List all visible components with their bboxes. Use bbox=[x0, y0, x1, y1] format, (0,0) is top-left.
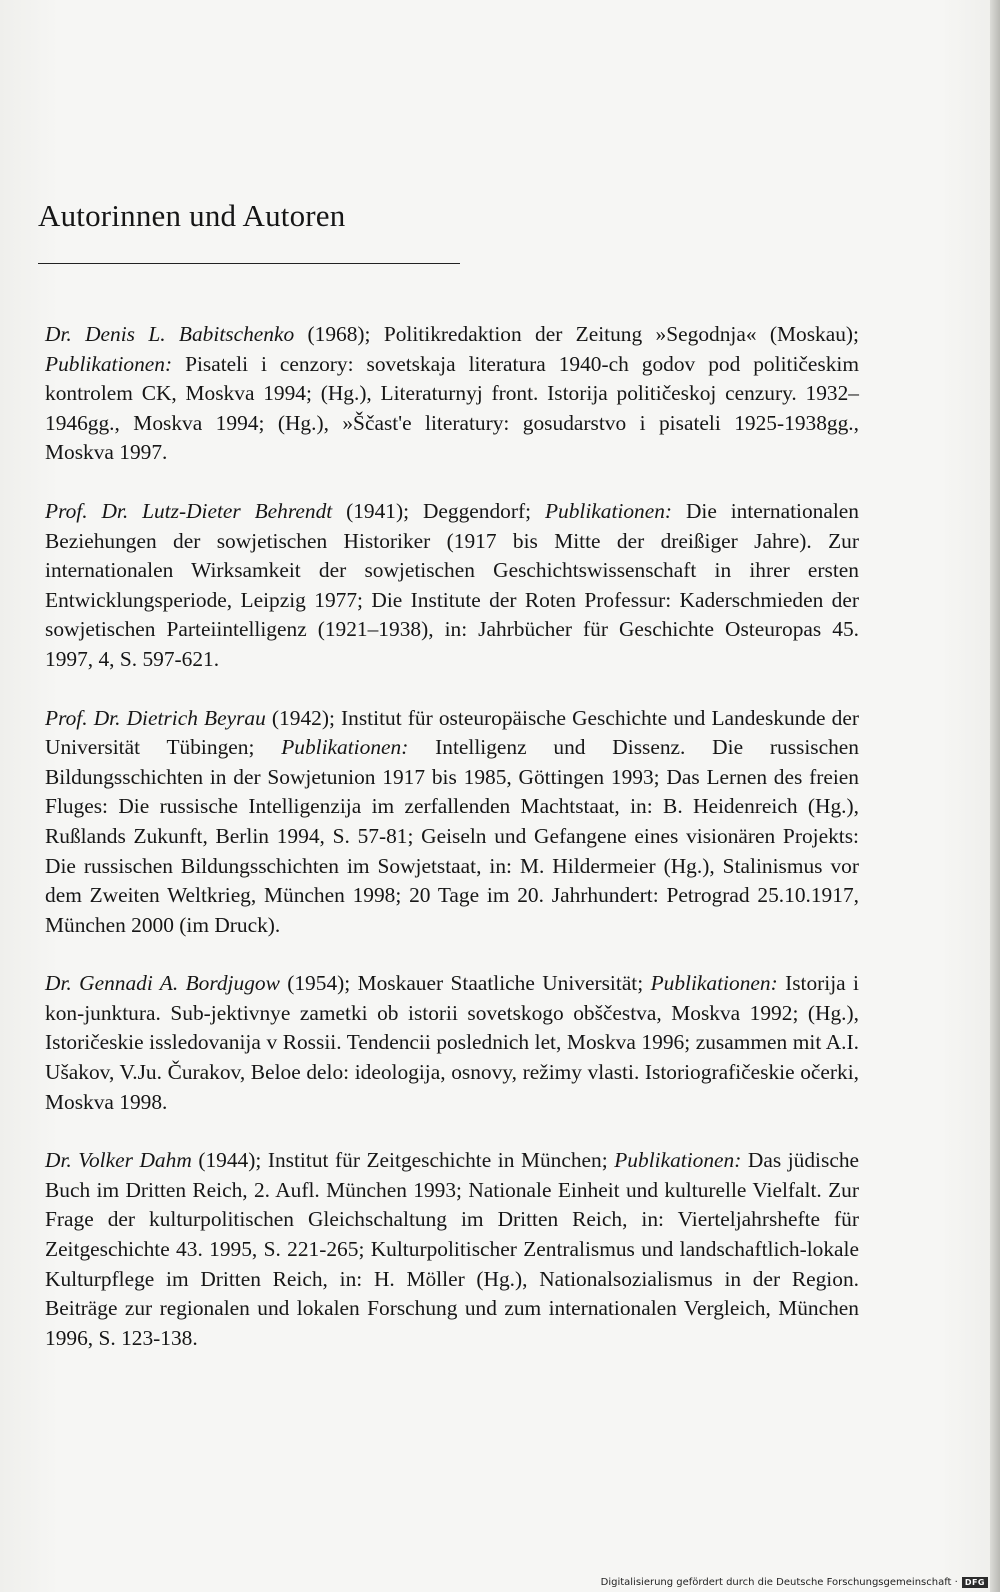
author-affiliation: (1968); Politikredaktion der Zeitung »Segodnja« (Moskau); bbox=[294, 322, 859, 346]
author-name: Prof. Dr. Lutz-Dieter Behrendt bbox=[45, 498, 333, 523]
author-entry-behrendt bbox=[45, 497, 859, 675]
publications-label: Publikationen: bbox=[614, 1148, 742, 1173]
publications-label: Publikationen: bbox=[544, 498, 673, 523]
author-affiliation: (1944); Institut für Zeitgeschichte in München; bbox=[191, 1148, 615, 1173]
publications-label: Publikationen: bbox=[281, 735, 409, 760]
author-entry-dahm bbox=[45, 1146, 859, 1353]
author-affiliation: (1942); Institut für osteuropäische Geschichte und Landeskunde der Universität Tübingen; bbox=[45, 705, 859, 760]
author-affiliation: (1954); Moskauer Staatliche Universität; bbox=[279, 971, 651, 996]
publications-text: Istorija i kon-junktura. Sub-jektivnye zametki ob istorii sovetskogo obščestva, Moskva 1992; (Hg.), Istoričeskie issledovanija v Rossii. Tendencii poslednich let, Moskva 1996; zusammen mit A.I. Ušakov, V.Ju. Čurakov, Beloe delo: ideologija, osnovy, režimy vlasti. Istoriografičeskie očerki, Moskva 1998. bbox=[45, 971, 859, 1114]
publications-text: Intelligenz und Dissenz. Die russischen Bildungsschichten in der Sowjetunion 1917 bis 1985, Göttingen 1993; Das Lernen des freien Fluges: Die russische Intelligenzija im zerfallenden Machtstaat, in: B. Heidenreich (Hg.), Rußlands Zukunft, Berlin 1994, S. 57-81; Geiseln und Gefangene eines visionären Projekts: Die russischen Bildungsschichten im Sowjetstaat, in: M. Hildermeier (Hg.), Stalinismus vor dem Zweiten Weltkrieg, München 1998; 20 Tage im 20. Jahrhundert: Petrograd 25.10.1917, München 2000 (im Druck). bbox=[45, 735, 859, 937]
author-list bbox=[45, 320, 859, 1382]
publications-text: Die internationalen Beziehungen der sowjetischen Historiker (1917 bis Mitte der dreißiger Jahre). Zur internationalen Wirksamkeit der sowjetischen Geschichtswissenschaft in ihrer ersten Entwicklungsperiode, Leipzig 1977; Die Institute der Roten Professur: Kaderschmieden der sowjetischen Parteiintelligenz (1921–1938), in: Jahrbücher für Geschichte Osteuropas 45. 1997, 4, S. 597-621. bbox=[45, 498, 859, 671]
author-name: Prof. Dr. Dietrich Beyrau bbox=[45, 705, 266, 730]
author-affiliation: (1941); Deggendorf; bbox=[332, 498, 545, 523]
author-entry-babitschenko bbox=[45, 320, 859, 468]
author-entry-bordjugow bbox=[45, 969, 859, 1117]
publications-text: Das jüdische Buch im Dritten Reich, 2. Aufl. München 1993; Nationale Einheit und kulturelle Vielfalt. Zur Frage der kulturpolitischen Gleichschaltung im Dritten Reich, in: Vierteljahrshefte für Zeitgeschichte 43. 1995, S. 221-265; Kulturpolitischer Zentralismus und landschaftlich-lokale Kulturpflege im Dritten Reich, in: H. Möller (Hg.), Nationalsozialismus in der Region. Beiträge zur regionalen und lokalen Forschung und zum internationalen Vergleich, München 1996, S. 123-138. bbox=[45, 1148, 860, 1350]
publications-label: Publikationen: bbox=[45, 351, 173, 376]
digitization-credit bbox=[601, 1577, 988, 1588]
page-edge-shadow bbox=[990, 0, 1000, 1592]
author-entry-beyrau bbox=[45, 704, 859, 941]
dfg-logo-icon: DFG bbox=[962, 1577, 988, 1588]
credit-text: Digitalisierung gefördert durch die Deutsche Forschungsgemeinschaft · bbox=[600, 1577, 958, 1588]
publications-text: Pisateli i cenzory: sovetskaja literatura 1940-ch godov pod političeskim kontrolem CK, Moskva 1994; (Hg.), Literaturnyj front. Istorija političeskoj cenzury. 1932–1946gg., Moskva 1994; (Hg.), »Ščast'e literatury: gosudarstvo i pisateli 1925-1938gg., Moskva 1997. bbox=[45, 351, 859, 465]
author-name: Dr. Volker Dahm bbox=[45, 1148, 192, 1173]
publications-label: Publikationen: bbox=[650, 971, 778, 996]
author-name: Dr. Gennadi A. Bordjugow bbox=[45, 971, 280, 996]
page-title: Autorinnen und Autoren bbox=[38, 198, 346, 233]
title-rule bbox=[38, 263, 460, 264]
author-name: Dr. Denis L. Babitschenko bbox=[45, 322, 295, 346]
